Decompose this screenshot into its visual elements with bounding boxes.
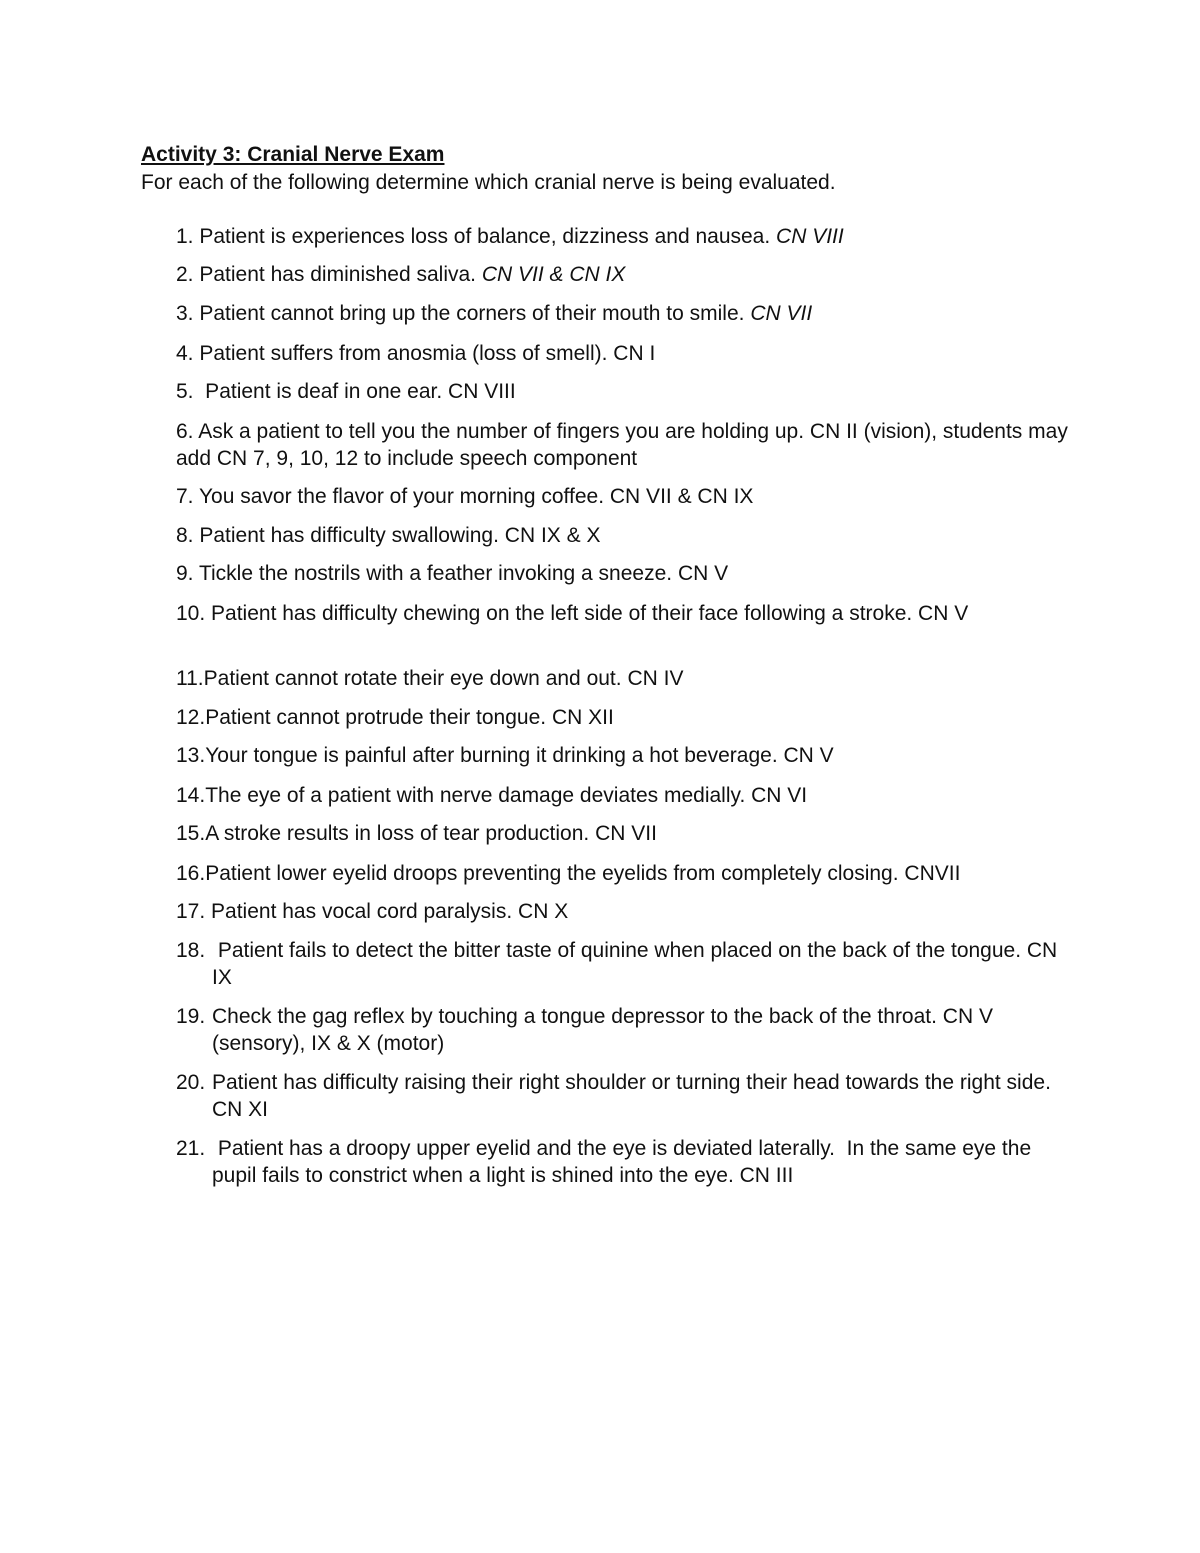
item-number: 11. bbox=[176, 667, 204, 690]
item-answer: CN IX & X bbox=[504, 524, 601, 547]
list-item bbox=[176, 261, 1076, 288]
item-number: 5. bbox=[176, 380, 194, 403]
item-answer: CN VII bbox=[595, 822, 657, 845]
list-item bbox=[176, 223, 1076, 250]
item-question: Patient cannot rotate their eye down and out. bbox=[203, 667, 628, 690]
item-answer: CN V bbox=[918, 602, 969, 625]
item-question: Patient has difficulty chewing on the left side of their face following a stroke. bbox=[205, 602, 919, 625]
item-answer: CN II (vision), students may add CN 7, 9, 10, 12 to include speech component bbox=[176, 420, 1068, 470]
item-question: Patient has difficulty swallowing. bbox=[193, 524, 505, 547]
item-number: 2. bbox=[176, 263, 194, 286]
item-number: 1. bbox=[176, 225, 194, 248]
item-question: The eye of a patient with nerve damage deviates medially. bbox=[205, 784, 752, 807]
item-number: 13. bbox=[176, 744, 206, 767]
item-answer: CN XI bbox=[212, 1098, 269, 1121]
item-question: Patient has a droopy upper eyelid and the eye is deviated laterally. In the same eye the pupil fails to constrict when a light is shined into the eye. bbox=[212, 1137, 1037, 1187]
list-item bbox=[176, 860, 1076, 887]
list-item bbox=[176, 1069, 1076, 1123]
item-answer: CN I bbox=[613, 342, 656, 365]
list-item bbox=[176, 483, 1076, 510]
instructions: For each of the following determine which cranial nerve is being evaluated. bbox=[141, 171, 836, 194]
item-number: 17. bbox=[176, 900, 206, 923]
item-number: 14. bbox=[176, 784, 206, 807]
list-item bbox=[176, 1003, 1076, 1057]
item-answer: CN IX bbox=[212, 939, 1058, 989]
list-item bbox=[176, 378, 1076, 405]
item-number: 20. bbox=[176, 1071, 206, 1094]
item-question: Patient cannot protrude their tongue. bbox=[205, 706, 552, 729]
item-question: You savor the flavor of your morning coffee. bbox=[193, 485, 610, 508]
item-number: 10. bbox=[176, 602, 206, 625]
list-item bbox=[176, 704, 1076, 731]
item-question: Patient is experiences loss of balance, dizziness and nausea. bbox=[193, 225, 777, 248]
item-answer: CN VIII bbox=[448, 380, 516, 403]
item-question: Your tongue is painful after burning it drinking a hot beverage. bbox=[205, 744, 784, 767]
item-number: 3. bbox=[176, 302, 194, 325]
item-question: A stroke results in loss of tear production. bbox=[205, 822, 596, 845]
item-question: Tickle the nostrils with a feather invoking a sneeze. bbox=[193, 562, 678, 585]
item-question: Patient has difficulty raising their right shoulder or turning their head towards the right side. bbox=[212, 1071, 1057, 1094]
list-item bbox=[176, 600, 1076, 627]
list-item bbox=[176, 522, 1076, 549]
list-item bbox=[176, 340, 1076, 367]
item-question: Check the gag reflex by touching a tongue depressor to the back of the throat. bbox=[212, 1005, 943, 1028]
item-number: 4. bbox=[176, 342, 194, 365]
item-answer: CN VIII bbox=[776, 225, 844, 248]
item-answer: CN VII & CN IX bbox=[609, 485, 754, 508]
item-question: Patient cannot bring up the corners of their mouth to smile. bbox=[193, 302, 751, 325]
item-question: Patient fails to detect the bitter taste of quinine when placed on the back of the tongue. bbox=[212, 939, 1027, 962]
item-number: 12. bbox=[176, 706, 206, 729]
list-item bbox=[176, 898, 1076, 925]
item-question: Patient has vocal cord paralysis. bbox=[205, 900, 519, 923]
page-title: Activity 3: Cranial Nerve Exam bbox=[141, 143, 445, 166]
list-item bbox=[176, 1135, 1076, 1189]
item-answer: CN VII & CN IX bbox=[481, 263, 626, 286]
item-number: 7. bbox=[176, 485, 194, 508]
item-number: 8. bbox=[176, 524, 194, 547]
item-question: Patient has diminished saliva. bbox=[193, 263, 482, 286]
item-question: Patient suffers from anosmia (loss of smell). bbox=[193, 342, 614, 365]
item-answer: CN VII bbox=[750, 302, 813, 325]
item-answer: CN X bbox=[518, 900, 569, 923]
item-answer: CN V (sensory), IX & X (motor) bbox=[212, 1005, 993, 1055]
item-number: 16. bbox=[176, 862, 206, 885]
item-answer: CN III bbox=[739, 1164, 794, 1187]
list-item bbox=[176, 418, 1076, 472]
item-answer: CN V bbox=[677, 562, 729, 585]
item-question: Patient lower eyelid droops preventing the eyelids from completely closing. bbox=[205, 862, 905, 885]
item-answer: CNVII bbox=[904, 862, 961, 885]
item-number: 9. bbox=[176, 562, 194, 585]
list-item bbox=[176, 937, 1076, 991]
item-number: 15. bbox=[176, 822, 206, 845]
item-answer: CN V bbox=[783, 744, 834, 767]
item-question: Patient is deaf in one ear. bbox=[193, 380, 449, 403]
list-item bbox=[176, 782, 1076, 809]
item-number: 21. bbox=[176, 1137, 206, 1160]
item-answer: CN IV bbox=[627, 667, 684, 690]
item-answer: CN XII bbox=[551, 706, 614, 729]
item-answer: CN VI bbox=[751, 784, 808, 807]
item-number: 19. bbox=[176, 1005, 206, 1028]
list-item bbox=[176, 560, 1076, 587]
list-item bbox=[176, 820, 1076, 847]
list-item bbox=[176, 300, 1076, 327]
item-number: 6. bbox=[176, 420, 194, 443]
list-item bbox=[176, 665, 1076, 692]
item-question: Ask a patient to tell you the number of fingers you are holding up. bbox=[193, 420, 810, 443]
item-number: 18. bbox=[176, 939, 206, 962]
list-item bbox=[176, 742, 1076, 769]
